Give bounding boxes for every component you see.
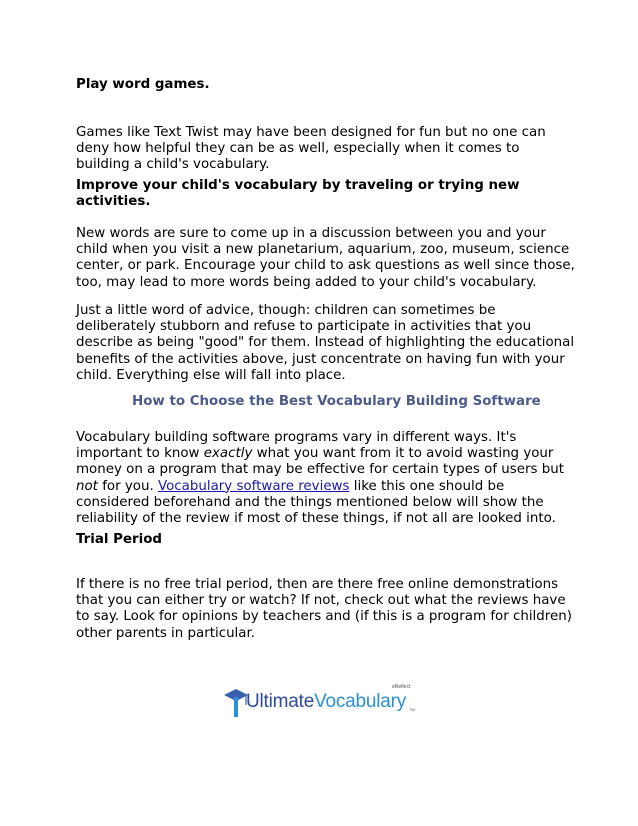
p4-emphasis-exactly: exactly bbox=[203, 446, 253, 462]
heading-improve-vocabulary: Improve your child's vocabulary by traveling or trying new activities. bbox=[76, 178, 520, 210]
p4-emphasis-not: not bbox=[76, 478, 98, 494]
paragraph-trial-period: If there is no free trial period, then are there free online demonstrations that you can either try or watch? If not, check out what the reviews have to say. Look for opinions by teachers and (if this is a program for children) other parents in particular. bbox=[76, 577, 572, 641]
heading-trial-period: Trial Period bbox=[76, 532, 163, 547]
vocabulary-software-reviews-link[interactable]: Vocabulary software reviews bbox=[157, 478, 350, 494]
section-title: How to Choose the Best Vocabulary Building Software bbox=[132, 394, 541, 409]
p4-text-d: like this one should be considered beforehand and the things mentioned below will show the reliability of the review if most of these things, if not all are looked into. bbox=[76, 478, 556, 527]
p4-text-c: for you. bbox=[97, 478, 158, 494]
logo-text-ultimate: Ultimate bbox=[246, 691, 315, 712]
paragraph-new-words: New words are sure to come up in a discussion between you and your child when you visit a new planetarium, aquarium, zoo, museum, science center, or park. Encourage your child to ask questions as well since those, too, may lead to more words being added to your child's vocabulary. bbox=[76, 226, 575, 290]
paragraph-advice: Just a little word of advice, though: children can sometimes be deliberately stubborn and refuse to participate in activities that you describe as being "good" for them. Instead of highlighting the educational benefits of the activities above, just concentrate on having fun with your child. Everything else will fall into place. bbox=[76, 303, 575, 383]
p4-text-a: Vocabulary building software programs vary in different ways. It's important to know bbox=[76, 430, 517, 462]
logo-trademark: TM bbox=[409, 707, 415, 712]
p4-text-b: what you want from it to avoid wasting your money on a program that may be effective for certain types of users but bbox=[76, 446, 564, 478]
paragraph-games: Games like Text Twist may have been designed for fun but no one can deny how helpful they can be as well, especially when it comes to building a child's vocabulary. bbox=[76, 125, 546, 173]
logo-text-vocabulary: Vocabulary bbox=[314, 691, 407, 712]
heading-play-word-games: Play word games. bbox=[76, 77, 210, 92]
paragraph-choose-software bbox=[76, 430, 576, 527]
logo-wordmark bbox=[246, 691, 406, 713]
logo-ereflect-label: eReflect bbox=[392, 684, 411, 690]
ultimate-vocabulary-logo bbox=[222, 683, 422, 719]
